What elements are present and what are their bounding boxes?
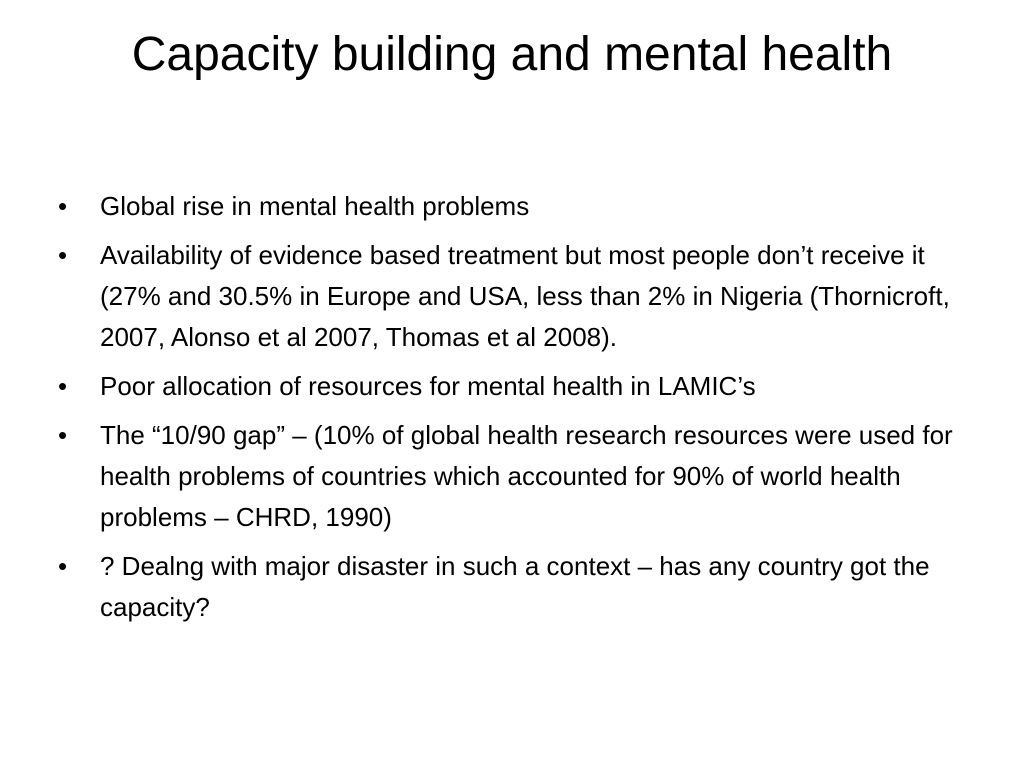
- bullet-icon: •: [58, 191, 68, 221]
- bullet-item: [56, 546, 966, 628]
- bullet-item: [56, 235, 966, 358]
- bullet-item: [56, 415, 966, 538]
- bullet-item: [56, 366, 966, 407]
- bullet-list: [56, 186, 966, 636]
- bullet-icon: •: [58, 240, 68, 270]
- bullet-icon: •: [58, 371, 68, 401]
- bullet-text: Global rise in mental health problems: [100, 191, 530, 221]
- bullet-text: Poor allocation of resources for mental health in LAMIC’s: [100, 371, 756, 401]
- bullet-text: Availability of evidence based treatment but most people don’t receive it (27% and 30.5% in Europe and USA, less than 2% in Nigeria (Thornicroft, 2007, Alonso et al 2007, Thomas et al 2008).: [100, 240, 950, 352]
- bullet-item: [56, 186, 966, 227]
- bullet-text: ? Dealng with major disaster in such a context – has any country got the capacity?: [100, 551, 930, 622]
- bullet-icon: •: [58, 420, 68, 450]
- bullet-icon: •: [58, 551, 68, 581]
- bullet-text: The “10/90 gap” – (10% of global health research resources were used for health problems of countries which accounted for 90% of world health problems – CHRD, 1990): [100, 420, 953, 532]
- slide-title: Capacity building and mental health: [131, 28, 893, 81]
